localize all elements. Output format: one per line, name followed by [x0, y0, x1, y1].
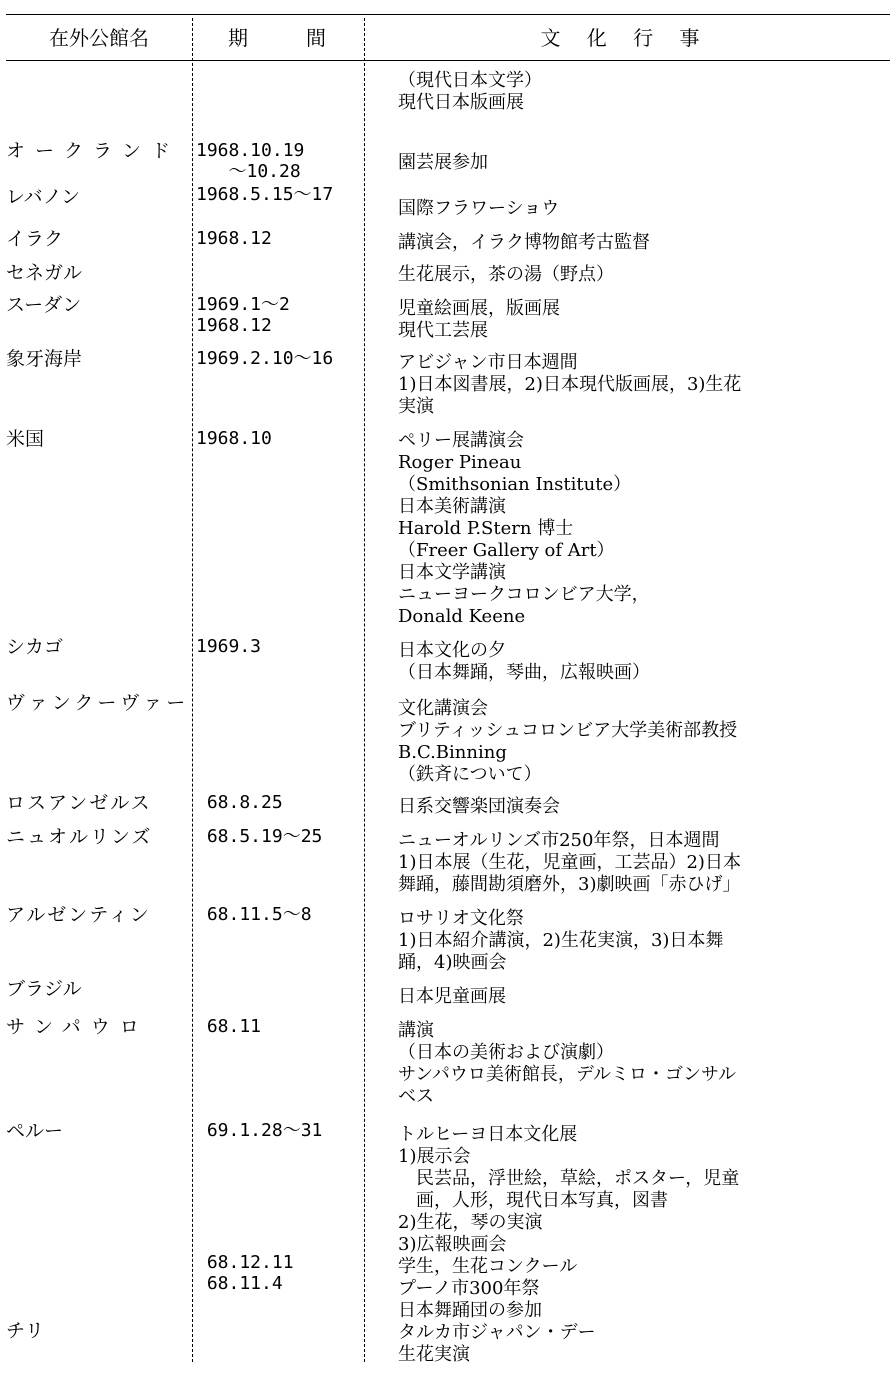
mission-name: ニュオルリンズ: [6, 826, 153, 848]
mission-name: ブラジル: [6, 978, 82, 1000]
header-mission: 在外公館名: [49, 26, 149, 50]
event-text: ロサリオ文化祭 1)日本紹介講演，2)生花実演，3)日本舞 踊，4)映画会: [398, 908, 724, 973]
event-text: 児童絵画展，版画展 現代工芸展: [398, 298, 560, 341]
period-text: 68.11.5～8: [196, 904, 312, 925]
period-text: 68.5.19～25: [196, 826, 323, 847]
mission-name: イラク: [6, 228, 64, 250]
period-text: 68.11: [196, 1016, 262, 1037]
mission-name: アルゼンティン: [6, 904, 151, 926]
period-text: 1969.3: [196, 636, 262, 657]
event-text: 日系交響楽団演奏会: [398, 796, 560, 817]
event-text: タルカ市ジャパン・デー 生花実演: [398, 1322, 596, 1365]
period-text: 68.8.25: [196, 792, 283, 813]
period-text: 68.12.11 68.11.4: [206, 1252, 294, 1294]
period-text: 1968.5.15～17: [196, 184, 334, 205]
event-text: 国際フラワーショウ: [398, 198, 560, 219]
event-text: 生花展示，茶の湯（野点）: [398, 264, 614, 285]
header-rule: [6, 60, 890, 61]
period-text: 1969.1～2 1968.12: [196, 294, 290, 336]
mission-name: シカゴ: [6, 636, 64, 658]
event-text: 日本文化の夕 （日本舞踊，琴曲，広報映画）: [398, 640, 650, 683]
mission-name: サンパウロ: [6, 1016, 149, 1038]
mission-name: ヴァンクーヴァー: [6, 692, 190, 714]
event-text: トルヒーヨ日本文化展 1)展示会 民芸品，浮世絵，草絵，ポスター，児童 画，人形，現代日本写真，図書 2)生花，琴の実演 3)広報映画会 学生，生花コンクール プーノ市300年祭 日本舞踊団の参加: [398, 1124, 740, 1321]
mission-name: レバノン: [6, 186, 80, 208]
period-text: 1968.12: [196, 228, 272, 249]
header-events: 文 化 行 事: [540, 26, 710, 50]
mission-name: スーダン: [6, 294, 82, 316]
period-text: 1968.10.19 ～10.28: [196, 140, 305, 182]
event-text: 講演 （日本の美術および演劇） サンパウロ美術館長，デルミロ・ゴンサル ベス: [398, 1020, 737, 1107]
event-text: ペリー展講演会 Roger Pineau （Smithsonian Institute） 日本美術講演 Harold P.Stern 博士 （Freer Gallery of Art） 日本文学講演 ニューヨークコロンビア大学， Donald Keene: [398, 430, 650, 627]
event-text: 園芸展参加: [398, 152, 488, 173]
event-text: 講演会，イラク博物館考古監督: [398, 232, 650, 253]
column-divider-2: [364, 18, 365, 1362]
mission-name: 象牙海岸: [6, 348, 83, 370]
top-rule: [6, 14, 890, 15]
mission-name: オークランド: [6, 140, 181, 162]
period-text: 1969.2.10～16: [196, 348, 334, 369]
mission-name: ロスアンゼルス: [6, 792, 152, 814]
mission-name: ペルー: [6, 1120, 64, 1142]
header-period: 期 間: [228, 26, 332, 50]
event-text: （現代日本文学） 現代日本版画展: [398, 70, 542, 113]
event-text: 日本児童画展: [398, 986, 506, 1007]
period-text: 1968.10: [196, 428, 272, 449]
mission-name: 米国: [6, 428, 45, 450]
mission-name: チリ: [6, 1320, 45, 1342]
event-text: ニューオルリンズ市250年祭，日本週間 1)日本展（生花，児童画，工芸品）2)日本 舞踊，藤間勘須磨外，3)劇映画「赤ひげ」: [398, 830, 741, 895]
event-text: アビジャン市日本週間 1)日本図書展，2)日本現代版画展，3)生花 実演: [398, 352, 742, 417]
column-divider-1: [192, 18, 193, 1362]
event-text: 文化講演会 ブリティッシュコロンビア大学美術部教授 B.C.Binning （鉄斉について）: [398, 698, 738, 785]
period-text: 69.1.28～31: [196, 1120, 323, 1141]
mission-name: セネガル: [6, 262, 83, 284]
